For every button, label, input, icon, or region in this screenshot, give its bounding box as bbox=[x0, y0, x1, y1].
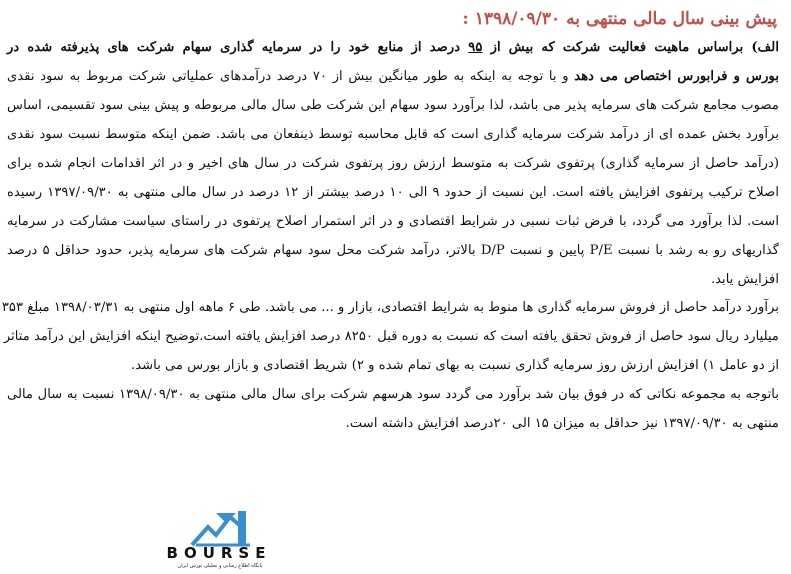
paragraph-line: (درآمد حاصل از سرمایه گذاری) پرتفوی شرکت به متوسط ارزش روز پرتفوی شرکت در سال های اخیر و در اثر اقدامات انجام شده برای bbox=[7, 156, 779, 171]
bold-phrase: بورس و فرابورس اختصاص می دهد bbox=[574, 69, 779, 84]
underlined-number: ۹۵ bbox=[468, 40, 483, 55]
logo-wordmark: BOURSE bbox=[166, 544, 272, 562]
paragraph-line bbox=[7, 62, 779, 91]
paragraph-line: میلیارد ریال سود حاصل از فروش تحقق یافته است که نسبت به دوره قبل ۸۲۵۰ درصد افزایش یافته است.توضیح اینکه افزایش این درآمد متاثر bbox=[3, 329, 779, 344]
paragraph-line: باتوجه به مجموعه نکاتی که در فوق بیان شد برآورد می گردد سود هرسهم شرکت برای سال مالی منتهی به ۱۳۹۸/۰۹/۳۰ نسبت به سال مالی bbox=[7, 387, 779, 402]
paragraph-line: اصلاح ترکیب پرتفوی افزایش یافته است. این نسبت از حدود ۹ الی ۱۰ درصد بیشتر از ۱۲ درصد در سال مالی منتهی به ۱۳۹۷/۰۹/۳۰ رسیده bbox=[7, 185, 779, 200]
paragraph-line: از دو عامل ۱) افزایش ارزش روز سرمایه گذاری نسبت به بهای تمام شده و ۲) شریط اقتصادی و بازار بورس می باشد. bbox=[131, 358, 779, 373]
bourse-emblem-icon bbox=[186, 505, 256, 549]
paragraph-line: گذاریهای رو به رشد با نسبت P/E پایین و نسبت D/P بالاتر، درآمد شرکت محل سود سهام شرکت های سرمایه پذیر، حدود حداقل ۵ درصد bbox=[7, 243, 779, 258]
section-title: پیش بینی سال مالی منتهی به ۱۳۹۸/۰۹/۳۰ : bbox=[462, 9, 777, 29]
bourse-logo bbox=[140, 505, 300, 571]
line-text: درصد از منابع خود را در سرمایه گذاری سهام شرکت های پذیرفته شده در bbox=[7, 40, 469, 55]
paragraph-line: مصوب مجامع شرکت های سرمایه پذیر می باشد، لذا برآورد سود سهام این شرکت طی سال مالی مربوطه و پیش بینی سود تقسیمی، اساس bbox=[7, 98, 779, 113]
paragraph-line: منتهی به ۱۳۹۷/۰۹/۳۰ نیز حداقل به میزان ۱۵ الی ۲۰درصد افزایش داشته است. bbox=[345, 416, 779, 431]
paragraph-line bbox=[7, 33, 779, 62]
logo-subtitle: پایگاه اطلاع رسانی و تحلیلی بورس ایران bbox=[177, 563, 263, 569]
paragraph-line: برآورد درآمد حاصل از فروش سرمایه گذاری ها منوط به شرایط اقتصادی، بازار و ... می باشد. طی ۶ ماهه اول منتهی به ۱۳۹۸/۰۳/۳۱ مبلغ ۳۵۳ bbox=[1, 300, 779, 315]
line-text: و با توجه به اینکه به طور میانگین بیش از ۷۰ درصد درآمدهای عملیاتی شرکت مربوط به سود نقدی bbox=[7, 69, 575, 84]
paragraph-line: افزایش یابد. bbox=[710, 272, 779, 287]
line-text: الف) براساس ماهیت فعالیت شرکت که بیش از bbox=[482, 40, 779, 55]
paragraph-line: برآورد بخش عمده ای از درآمد شرکت سرمایه گذاری است که قابل محاسبه توسط ذینفعان می باشد. ضمن اینکه متوسط نسبت سود نقدی bbox=[7, 127, 779, 142]
paragraph-line: است. لذا برآورد می گردد، با فرض ثبات نسبی در شرایط اقتصادی و در اثر استمرار اصلاح پرتفوی در راستای سیاست مشارکت در سرمایه bbox=[7, 214, 779, 229]
